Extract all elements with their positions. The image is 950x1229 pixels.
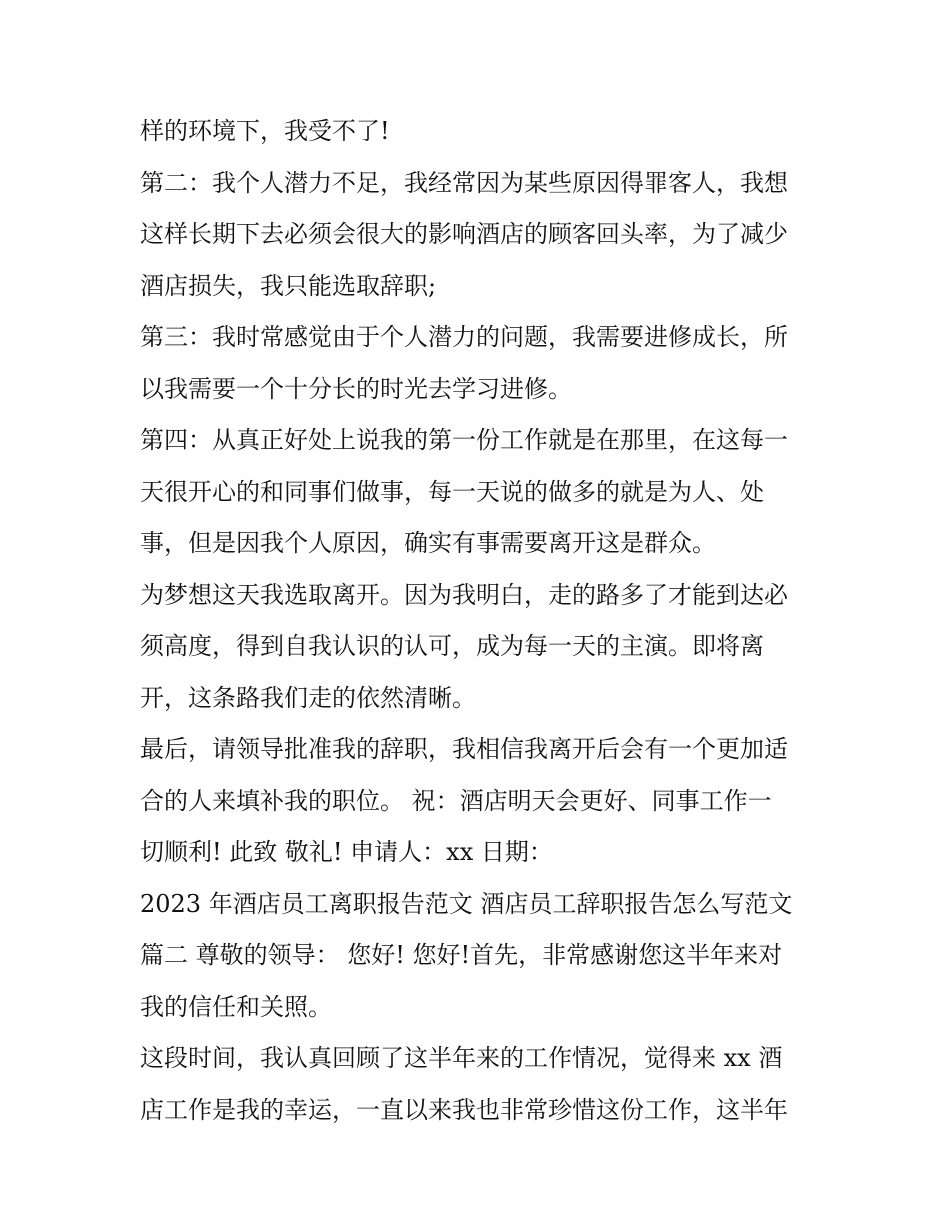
text-line: 样的环境下，我受不了! [140,117,390,145]
text-line: 第三：我时常感觉由于个人潜力的问题，我需要进修成长，所 [140,323,788,351]
text-line: 最后，请领导批准我的辞职，我相信我离开后会有一个更加适 [140,735,788,763]
text-line: 事，但是因我个人原因，确实有事需要离开这是群众。 [140,529,716,557]
text-line: 开，这条路我们走的依然清晰。 [140,683,476,712]
text-line: 天很开心的和同事们做事，每一天说的做多的就是为人、处 [140,477,764,506]
text-line: 2023 年酒店员工离职报告范文 酒店员工辞职报告怎么写范文 [140,889,793,918]
text-line: 第四：从真正好处上说我的第一份工作就是在那里，在这每一 [140,426,788,454]
text-line: 这样长期下去必须会很大的影响酒店的顾客回头率，为了减少 [140,220,788,248]
text-line: 切顺利! 此致 敬礼! 申请人：xx 日期： [140,838,553,866]
text-line: 须高度，得到自我认识的认可，成为每一天的主演。即将离 [140,632,764,660]
text-line: 我的信任和关照。 [140,992,332,1021]
text-line: 以我需要一个十分长的时光去学习进修。 [140,374,572,403]
text-line: 这段时间，我认真回顾了这半年来的工作情况，觉得来 xx 酒 [140,1044,783,1072]
text-line: 第二：我个人潜力不足，我经常因为某些原因得罪客人，我想 [140,168,788,197]
text-line: 店工作是我的幸运，一直以来我也非常珍惜这份工作，这半年 [140,1095,788,1124]
text-line: 篇二 尊敬的领导： 您好! 您好!首先，非常感谢您这半年来对 [140,941,783,969]
text-line: 合的人来填补我的职位。 祝：酒店明天会更好、同事工作一 [140,786,772,815]
text-line: 酒店损失，我只能选取辞职; [140,271,437,300]
text-line: 为梦想这天我选取离开。因为我明白，走的路多了才能到达必 [140,580,788,609]
document-body [140,106,820,1136]
